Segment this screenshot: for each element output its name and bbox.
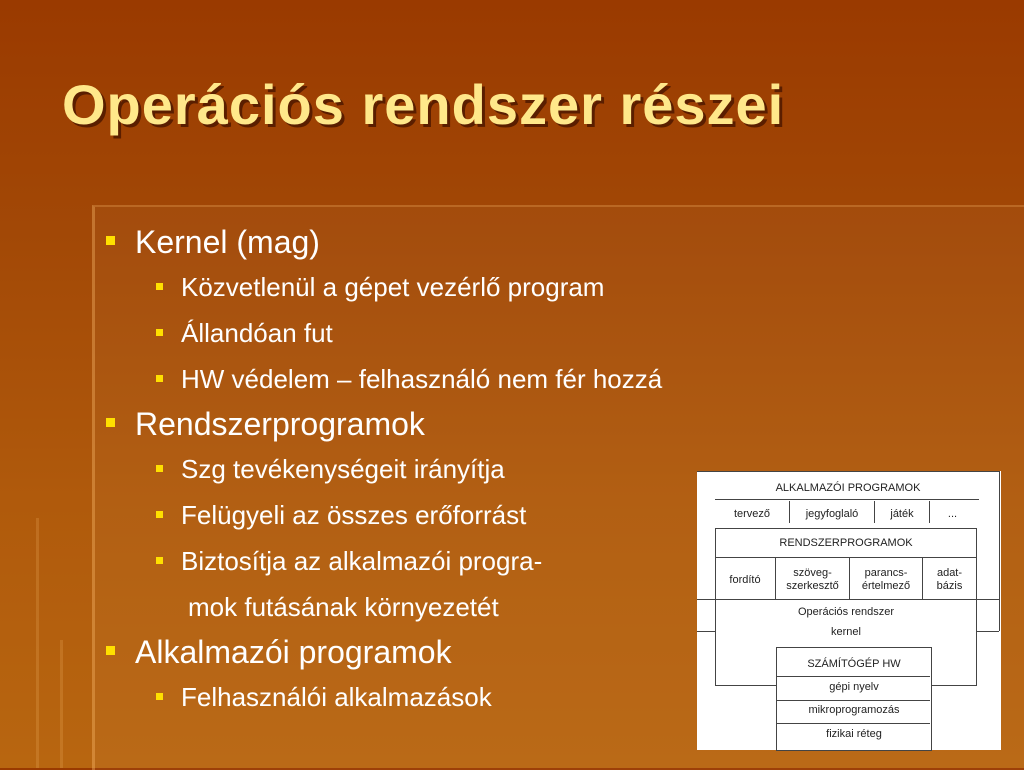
sub-bullet-text: Szg tevékenységeit irányítja — [181, 454, 505, 484]
sub-bullet-text: Közvetlenül a gépet vezérlő program — [181, 272, 605, 302]
sub-bullet-text: Állandóan fut — [181, 318, 333, 348]
sub-bullet-item — [106, 492, 696, 538]
app-programs-header: ALKALMAZÓI PROGRAMOK — [775, 482, 921, 494]
square-bullet-icon — [156, 511, 163, 518]
app-label: ... — [947, 508, 958, 520]
hardware-layer: gépi nyelv — [829, 681, 879, 693]
bullet-text: Kernel (mag) — [135, 224, 320, 260]
square-bullet-icon — [106, 646, 115, 655]
sub-bullet-item — [106, 538, 696, 584]
square-bullet-icon — [156, 283, 163, 290]
sub-bullet-item — [106, 446, 696, 492]
square-bullet-icon — [156, 693, 163, 700]
sub-bullet-text: Felhasználói alkalmazások — [181, 682, 492, 712]
decorative-line — [60, 640, 63, 768]
hardware-header: SZÁMÍTÓGÉP HW — [807, 658, 901, 670]
sub-bullet-item — [106, 674, 696, 720]
app-label: játék — [890, 508, 914, 520]
app-label: jegyfoglaló — [805, 508, 859, 520]
app-label: tervező — [733, 508, 771, 520]
bullet-list — [106, 220, 696, 720]
sub-bullet-item — [106, 264, 696, 310]
sys-label: szöveg- szerkesztő — [786, 567, 839, 592]
square-bullet-icon — [106, 236, 115, 245]
bullet-item — [106, 402, 696, 446]
square-bullet-icon — [106, 418, 115, 427]
system-programs-header: RENDSZERPROGRAMOK — [779, 537, 913, 549]
os-layers-diagram — [697, 471, 1001, 750]
bullet-text: Rendszerprogramok — [135, 406, 425, 442]
sub-bullet-text: HW védelem – felhasználó nem fér hozzá — [181, 364, 663, 394]
sys-label: parancs- értelmező — [861, 567, 911, 592]
sub-bullet-item — [106, 356, 696, 402]
sys-label: adat- bázis — [936, 567, 963, 592]
sub-bullet-text: Biztosítja az alkalmazói progra- — [181, 546, 543, 576]
bullet-item — [106, 220, 696, 264]
bullet-item — [106, 630, 696, 674]
square-bullet-icon — [156, 465, 163, 472]
sub-bullet-text: Felügyeli az összes erőforrást — [181, 500, 527, 530]
hardware-layer: fizikai réteg — [826, 728, 882, 740]
os-label: Operációs rendszer — [798, 606, 894, 618]
sub-bullet-continuation — [106, 584, 696, 630]
sub-bullet-item — [106, 310, 696, 356]
slide-title: Operációs rendszer részei — [62, 73, 785, 136]
kernel-label: kernel — [831, 626, 861, 638]
square-bullet-icon — [156, 329, 163, 336]
square-bullet-icon — [156, 557, 163, 564]
square-bullet-icon — [156, 375, 163, 382]
sys-label: fordító — [729, 574, 761, 586]
hardware-layer: mikroprogramozás — [808, 704, 900, 716]
sub-bullet-text: mok futásának környezetét — [188, 592, 499, 622]
bullet-text: Alkalmazói programok — [135, 634, 452, 670]
decorative-line — [36, 518, 39, 768]
